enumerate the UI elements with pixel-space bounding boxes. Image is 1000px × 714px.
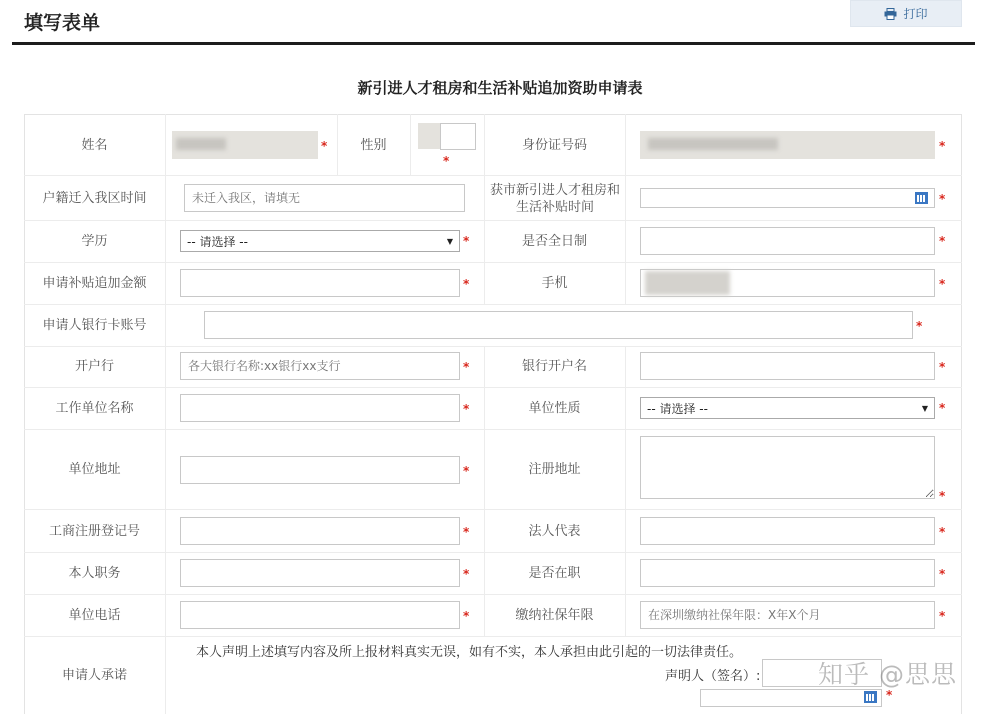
- calendar-icon[interactable]: [864, 691, 877, 703]
- required-mark: *: [939, 360, 946, 374]
- employer-phone-input[interactable]: [180, 601, 460, 629]
- print-label: 打印: [903, 7, 928, 21]
- col-divider: [165, 114, 166, 714]
- required-mark: *: [939, 401, 946, 415]
- page-title: 填写表单: [24, 12, 101, 34]
- label-commitment: 申请人承诺: [61, 668, 127, 683]
- redacted-text: [648, 138, 778, 150]
- sign-date-input[interactable]: [700, 689, 882, 707]
- account-name-input[interactable]: [640, 352, 935, 380]
- amount-input[interactable]: [180, 269, 460, 297]
- chevron-down-icon: ▼: [921, 403, 928, 413]
- bank-input[interactable]: [180, 352, 460, 380]
- redacted-text: [645, 271, 730, 295]
- col-divider: [625, 114, 626, 304]
- required-mark: *: [463, 609, 470, 623]
- required-mark: *: [939, 525, 946, 539]
- label-gender: 性别: [360, 138, 387, 153]
- education-select[interactable]: [180, 230, 460, 252]
- signer-label: 声明人（签名）:: [665, 669, 761, 684]
- required-mark: *: [886, 688, 893, 702]
- label-name: 姓名: [81, 138, 108, 153]
- employer-type-select[interactable]: [640, 397, 935, 419]
- required-mark: *: [939, 139, 946, 153]
- label-id-number: 身份证号码: [521, 138, 587, 153]
- required-mark: *: [463, 360, 470, 374]
- employer-address-input[interactable]: [180, 456, 460, 484]
- legal-rep-input[interactable]: [640, 517, 935, 545]
- declaration-text: 本人声明上述填写内容及所上报材料真实无误，如有不实，本人承担由此引起的一切法律责任。: [196, 645, 743, 660]
- header-divider: [12, 42, 975, 45]
- label-mobile: 手机: [541, 276, 568, 291]
- label-fulltime: 是否全日制: [521, 234, 587, 249]
- col-divider: [625, 346, 626, 636]
- label-employed: 是否在职: [528, 566, 581, 581]
- employed-input[interactable]: [640, 559, 935, 587]
- required-mark: *: [463, 234, 470, 248]
- registered-address-textarea[interactable]: [640, 436, 935, 499]
- form-title: 新引进人才租房和生活补贴追加资助申请表: [357, 79, 643, 97]
- bank-card-input[interactable]: [204, 311, 913, 339]
- required-mark: *: [463, 277, 470, 291]
- education-select-value: -- 请选择 --: [187, 234, 248, 249]
- col-divider: [484, 346, 485, 636]
- watermark: 知乎 @思思: [818, 660, 957, 689]
- redacted-text: [176, 138, 226, 150]
- label-employer-type: 单位性质: [528, 401, 581, 416]
- label-education: 学历: [81, 234, 108, 249]
- calendar-icon[interactable]: [915, 192, 928, 204]
- label-account-name: 银行开户名: [521, 359, 587, 374]
- employer-input[interactable]: [180, 394, 460, 422]
- required-mark: *: [463, 567, 470, 581]
- gender-field[interactable]: [440, 123, 476, 150]
- fulltime-input[interactable]: [640, 227, 935, 255]
- business-reg-input[interactable]: [180, 517, 460, 545]
- required-mark: *: [463, 402, 470, 416]
- required-mark: *: [939, 192, 946, 206]
- label-employer-phone: 单位电话: [68, 608, 121, 623]
- redacted-gender: [418, 123, 440, 149]
- print-button[interactable]: [850, 0, 962, 27]
- social-security-input[interactable]: [640, 601, 935, 629]
- label-social-security: 缴纳社保年限: [515, 608, 594, 623]
- required-mark: *: [321, 139, 328, 153]
- required-mark: *: [463, 464, 470, 478]
- position-input[interactable]: [180, 559, 460, 587]
- required-mark: *: [939, 277, 946, 291]
- label-position: 本人职务: [68, 566, 121, 581]
- col-divider: [410, 114, 411, 175]
- required-mark: *: [939, 234, 946, 248]
- label-business-reg: 工商注册登记号: [48, 524, 140, 539]
- hukou-time-input[interactable]: [184, 184, 465, 212]
- employer-type-select-value: -- 请选择 --: [647, 401, 708, 416]
- label-bank-card: 申请人银行卡账号: [42, 318, 147, 333]
- label-legal-rep: 法人代表: [528, 524, 581, 539]
- label-bank: 开户行: [74, 359, 114, 374]
- required-mark: *: [916, 319, 923, 333]
- required-mark: *: [939, 567, 946, 581]
- required-mark: *: [463, 525, 470, 539]
- label-registered-address: 注册地址: [528, 462, 581, 477]
- label-amount: 申请补贴追加金额: [42, 276, 147, 291]
- printer-icon: [884, 8, 897, 20]
- subsidy-time-input[interactable]: [640, 188, 935, 208]
- required-mark: *: [939, 489, 946, 503]
- label-employer-address: 单位地址: [68, 462, 121, 477]
- label-hukou-time: 户籍迁入我区时间: [42, 191, 147, 206]
- required-mark: *: [939, 609, 946, 623]
- label-subsidy-time: 获市新引进人才租房和生活补贴时间: [489, 183, 620, 215]
- required-mark: *: [443, 154, 450, 168]
- chevron-down-icon: ▼: [446, 236, 453, 246]
- label-employer: 工作单位名称: [55, 401, 134, 416]
